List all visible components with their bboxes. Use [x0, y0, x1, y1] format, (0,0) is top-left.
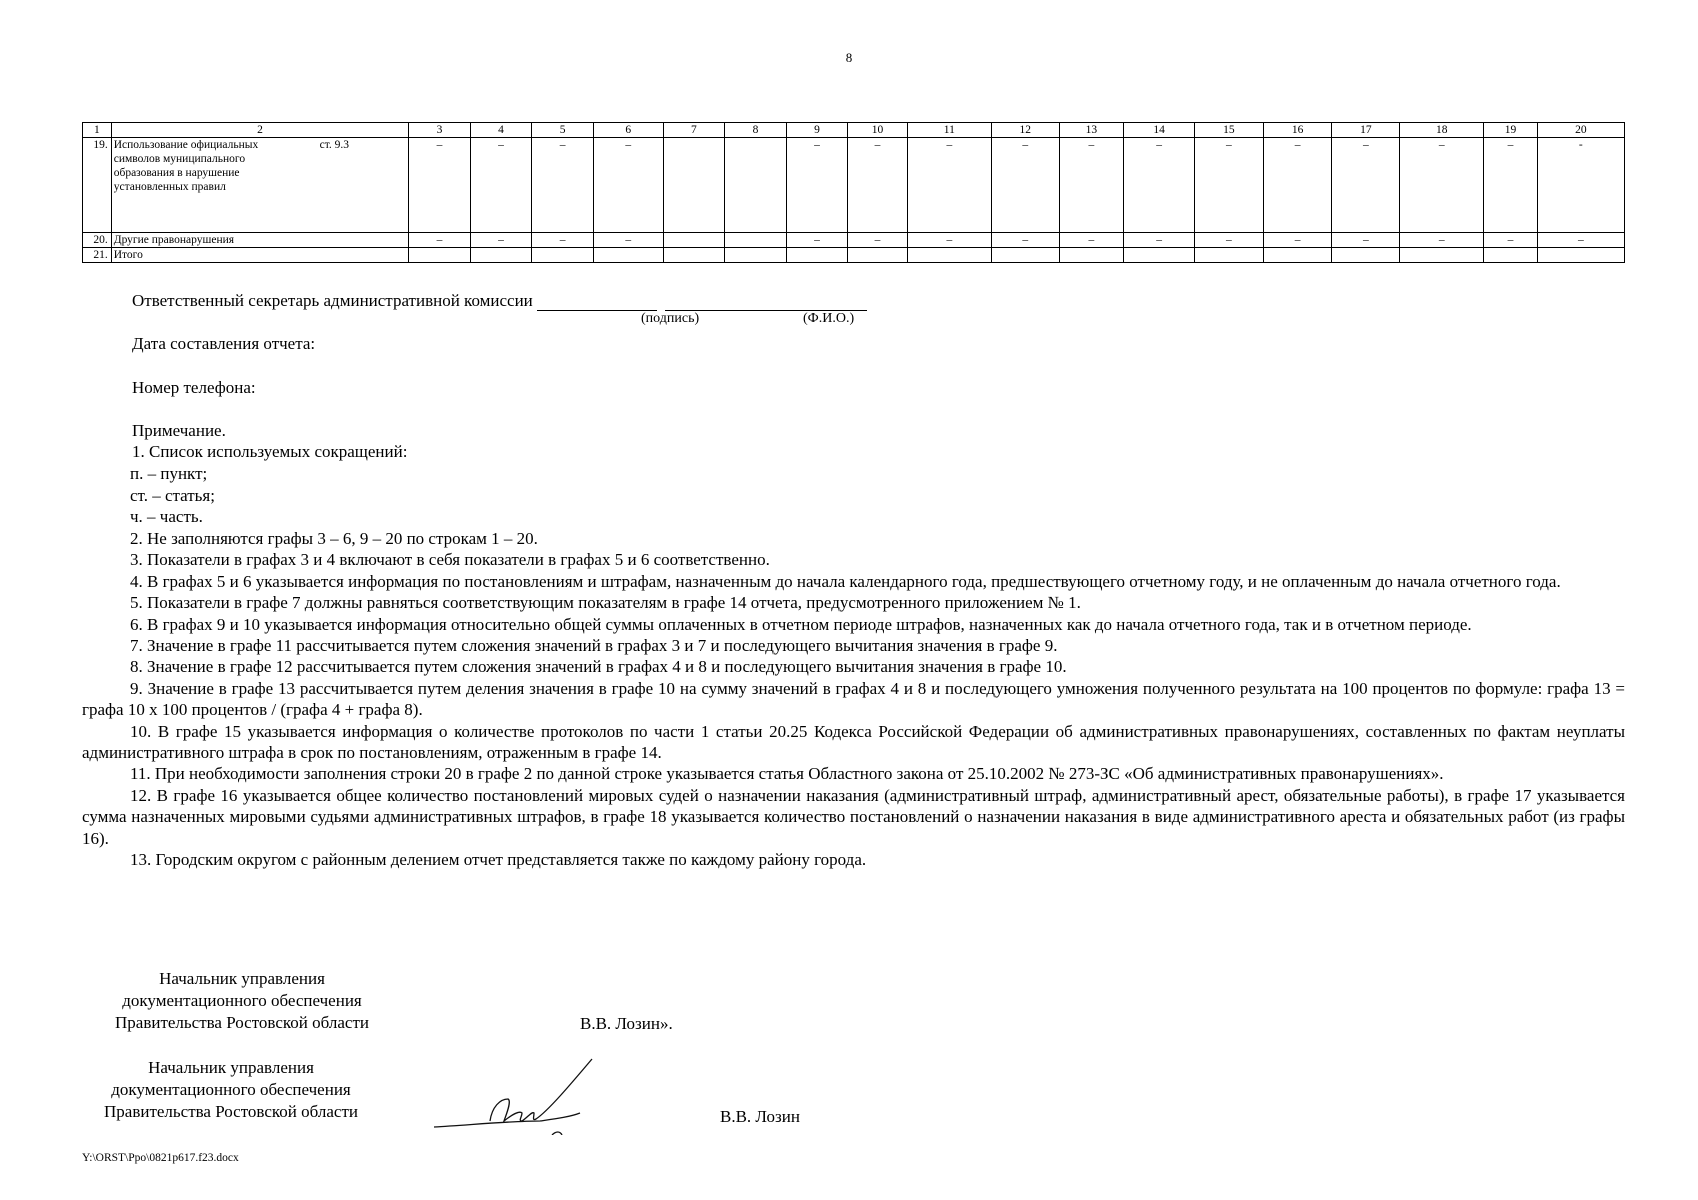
- file-path: Y:\ORST\Ppo\0821p617.f23.docx: [82, 1152, 239, 1164]
- responsible-secretary-line: [132, 290, 867, 311]
- value-cell: –: [593, 233, 663, 248]
- column-number-cell: 4: [470, 123, 532, 138]
- value-cell: –: [1484, 138, 1537, 233]
- value-cell: [1484, 248, 1537, 263]
- position-line-2: документационного обеспечения: [111, 1080, 351, 1099]
- note-item: 7. Значение в графе 11 рассчитывается путем сложения значений в графах 3 и 7 и последующего вычитания значения в графе 9.: [130, 636, 1058, 656]
- value-cell: [1537, 248, 1624, 263]
- value-cell: –: [1263, 138, 1332, 233]
- responsible-label: Ответственный секретарь административной комиссии: [132, 291, 533, 310]
- fio-sublabel: (Ф.И.О.): [803, 311, 855, 326]
- value-cell: [409, 248, 471, 263]
- value-cell: –: [1400, 138, 1484, 233]
- handwritten-signature: [430, 1055, 630, 1135]
- column-number-cell: 6: [593, 123, 663, 138]
- table-header-row: [83, 123, 1625, 138]
- value-cell: –: [1195, 138, 1264, 233]
- note-item: 8. Значение в графе 12 рассчитывается путем сложения значений в графах 4 и 8 и последующего вычитания значения в графе 10.: [130, 657, 1067, 677]
- value-cell: –: [1059, 138, 1124, 233]
- value-cell: [1059, 248, 1124, 263]
- value-cell: –: [470, 138, 532, 233]
- offense-name-cell: Итого: [111, 248, 409, 263]
- signature-sublabel: (подпись): [641, 311, 700, 326]
- notes-list: [82, 528, 1625, 871]
- value-cell: [470, 248, 532, 263]
- value-cell: –: [1400, 233, 1484, 248]
- column-number-cell: 15: [1195, 123, 1264, 138]
- column-number-cell: 20: [1537, 123, 1624, 138]
- value-cell: –: [409, 138, 471, 233]
- page-number: 8: [845, 50, 853, 65]
- signature-block-1: [82, 968, 402, 1034]
- position-line-3: Правительства Ростовской области: [115, 1013, 369, 1032]
- abbr-item: ч. – часть.: [130, 507, 203, 526]
- column-number-cell: 1: [83, 123, 112, 138]
- table-row: [83, 138, 1625, 233]
- phone-label: Номер телефона:: [132, 378, 256, 397]
- note-item: 2. Не заполняются графы 3 – 6, 9 – 20 по строкам 1 – 20.: [130, 529, 538, 548]
- value-cell: [593, 248, 663, 263]
- value-cell: –: [470, 233, 532, 248]
- value-cell: –: [1124, 138, 1195, 233]
- signatory-name-2: В.В. Лозин: [720, 1107, 800, 1126]
- value-cell: [786, 248, 848, 263]
- value-cell: –: [848, 233, 908, 248]
- value-cell: [991, 248, 1059, 263]
- value-cell: -: [1537, 138, 1624, 233]
- column-number-cell: 12: [991, 123, 1059, 138]
- value-cell: –: [593, 138, 663, 233]
- value-cell: [725, 138, 787, 233]
- offense-name-cell: Другие правонарушения: [111, 233, 409, 248]
- value-cell: –: [991, 138, 1059, 233]
- value-cell: [725, 248, 787, 263]
- value-cell: –: [1195, 233, 1264, 248]
- column-number-cell: 16: [1263, 123, 1332, 138]
- fio-blank: [665, 296, 867, 311]
- position-line-2: документационного обеспечения: [122, 991, 362, 1010]
- value-cell: [1263, 248, 1332, 263]
- article-cell: ст. 9.3: [286, 138, 409, 233]
- note-item: 11. При необходимости заполнения строки 20 в графе 2 по данной строке указывается статья Областного закона от 25.10.2002 № 273-ЗС «Об административных правонарушениях».: [130, 764, 1444, 784]
- signature-blank: [537, 296, 657, 311]
- value-cell: –: [532, 138, 594, 233]
- position-line-1: Начальник управления: [148, 1058, 314, 1077]
- value-cell: [1195, 248, 1264, 263]
- note-item: 13. Городским округом с районным делением отчет представляется также по каждому району города.: [130, 850, 867, 870]
- value-cell: –: [409, 233, 471, 248]
- value-cell: [1124, 248, 1195, 263]
- note-item: 9. Значение в графе 13 рассчитывается путем деления значения в графе 10 на сумму значений в графах 4 и 8 и последующего умножения полученного результата на 100 процентов по формуле: графа 13 = графа 10 х 100 процентов / (графа 4 + графа 8).: [82, 678, 1625, 720]
- value-cell: –: [1059, 233, 1124, 248]
- column-number-cell: 10: [848, 123, 908, 138]
- notes-item-1: 1. Список используемых сокращений:: [132, 442, 408, 461]
- column-number-cell: 13: [1059, 123, 1124, 138]
- column-number-cell: 11: [907, 123, 991, 138]
- value-cell: [663, 248, 725, 263]
- report-table: [82, 122, 1625, 263]
- notes-title: Примечание.: [132, 421, 226, 440]
- column-number-cell: 9: [786, 123, 848, 138]
- value-cell: [1400, 248, 1484, 263]
- value-cell: [725, 233, 787, 248]
- value-cell: [663, 233, 725, 248]
- note-item: 3. Показатели в графах 3 и 4 включают в себя показатели в графах 5 и 6 соответственно.: [130, 550, 770, 570]
- signature-block-2: [76, 1057, 386, 1123]
- value-cell: [663, 138, 725, 233]
- value-cell: –: [907, 233, 991, 248]
- note-item: 5. Показатели в графе 7 должны равняться соответствующим показателям в графе 14 отчета, предусмотренного приложением № 1.: [130, 593, 1081, 613]
- offense-name-cell: Использование официальных символов муниципального образования в нарушение установленных правил: [111, 138, 285, 233]
- value-cell: –: [1332, 138, 1400, 233]
- note-item: 10. В графе 15 указывается информация о количестве протоколов по части 1 статьи 20.25 Кодекса Российской Федерации об административных правонарушениях, составленных по фактам неуплаты административного штрафа в срок по постановлениям, отраженным в графе 14.: [82, 721, 1625, 763]
- column-number-cell: 18: [1400, 123, 1484, 138]
- column-number-cell: 7: [663, 123, 725, 138]
- column-number-cell: 8: [725, 123, 787, 138]
- position-line-3: Правительства Ростовской области: [104, 1102, 358, 1121]
- value-cell: [1332, 248, 1400, 263]
- note-item: 12. В графе 16 указывается общее количество постановлений мировых судей о назначении наказания (административный штраф, административный арест, обязательные работы), в графе 17 указывается сумма назначенных мировыми судьями административных штрафов, в графе 18 указывается количество постановлений о назначении наказания в виде административного ареста и обязательных работ (из графы 16).: [82, 785, 1625, 848]
- note-item: 6. В графах 9 и 10 указывается информация относительно общей суммы оплаченных в отчетном периоде штрафов, назначенных как до начала отчетного года, так и в отчетном периоде.: [130, 614, 1472, 634]
- value-cell: [907, 248, 991, 263]
- value-cell: –: [907, 138, 991, 233]
- value-cell: –: [786, 138, 848, 233]
- value-cell: –: [1484, 233, 1537, 248]
- column-number-cell: 3: [409, 123, 471, 138]
- row-number-cell: 20.: [83, 233, 112, 248]
- value-cell: –: [848, 138, 908, 233]
- abbr-item: п. – пункт;: [130, 464, 208, 483]
- value-cell: –: [1263, 233, 1332, 248]
- value-cell: –: [991, 233, 1059, 248]
- value-cell: –: [1124, 233, 1195, 248]
- column-number-cell: 2: [111, 123, 409, 138]
- report-date-label: Дата составления отчета:: [132, 334, 316, 353]
- value-cell: [532, 248, 594, 263]
- row-number-cell: 21.: [83, 248, 112, 263]
- value-cell: –: [786, 233, 848, 248]
- table-row: [83, 248, 1625, 263]
- column-number-cell: 14: [1124, 123, 1195, 138]
- column-number-cell: 19: [1484, 123, 1537, 138]
- abbr-item: ст. – статья;: [130, 486, 215, 505]
- row-number-cell: 19.: [83, 138, 112, 233]
- position-line-1: Начальник управления: [159, 969, 325, 988]
- column-number-cell: 17: [1332, 123, 1400, 138]
- value-cell: [848, 248, 908, 263]
- value-cell: –: [1332, 233, 1400, 248]
- value-cell: –: [1537, 233, 1624, 248]
- column-number-cell: 5: [532, 123, 594, 138]
- value-cell: –: [532, 233, 594, 248]
- table-row: [83, 233, 1625, 248]
- signatory-name-1: В.В. Лозин».: [580, 1014, 673, 1033]
- note-item: 4. В графах 5 и 6 указывается информация по постановлениям и штрафам, назначенным до начала календарного года, предшествующего отчетному году, и не оплаченным до начала отчетного года.: [130, 571, 1561, 591]
